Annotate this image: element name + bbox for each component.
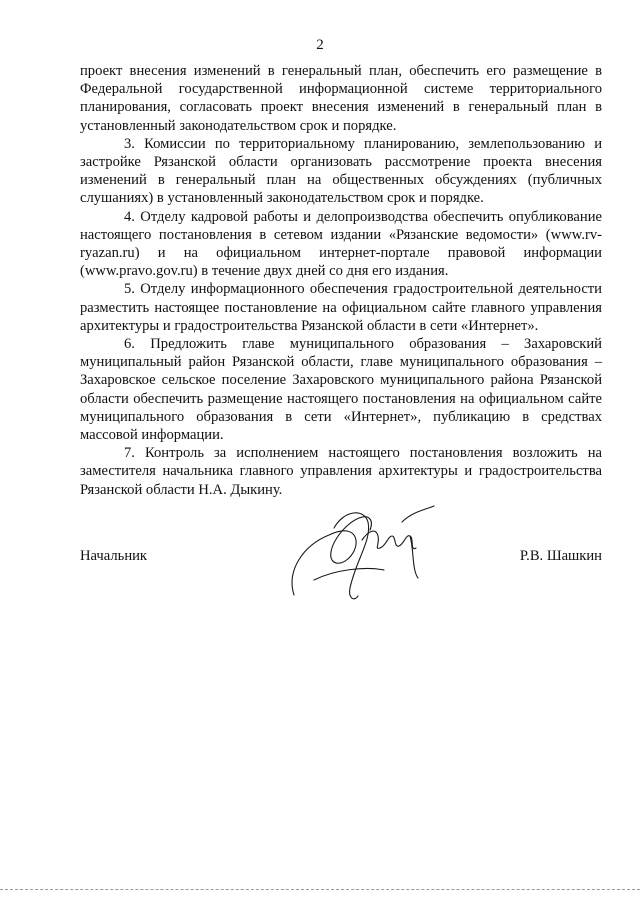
- signer-name: Р.В. Шашкин: [519, 548, 602, 564]
- paragraph-item-6: 6. Предложить главе муниципального образования – Захаровский муниципальный район Рязанской области, главе муниципального образования – Захаровское сельское поселение Захаровского муниципального района Рязанской области обеспечить размещение настоящего постановления на официальном сайте муниципального образования в сети «Интернет», публикацию в средствах массовой информации.: [80, 336, 602, 444]
- handwritten-signature: [284, 500, 444, 605]
- document-body: [80, 62, 602, 499]
- paragraph-item-4: 4. Отделу кадровой работы и делопроизводства обеспечить опубликование настоящего постановления в сетевом издании «Рязанские ведомости» (www.rv-ryazan.ru) и на официальном интернет-портале правовой информации (www.pravo.gov.ru) в течение двух дней со дня его издания.: [80, 208, 602, 280]
- position-title: Начальник: [80, 548, 148, 564]
- paragraph-item-5: 5. Отделу информационного обеспечения градостроительной деятельности разместить настоящее постановление на официальном сайте главного управления архитектуры и градостроительства Рязанской области в сети «Интернет».: [80, 281, 602, 334]
- paragraph-item-3: 3. Комиссии по территориальному планированию, землепользованию и застройке Рязанской области организовать рассмотрение проекта внесения изменений в генеральный план на общественных обсуждениях (публичных слушаниях) в установленный законодательством срок и порядке.: [80, 135, 602, 207]
- paragraph-item-7: 7. Контроль за исполнением настоящего постановления возложить на заместителя начальника главного управления архитектуры и градостроительства Рязанской области Н.А. Дыкину.: [80, 445, 602, 498]
- paragraph-continuation: проект внесения изменений в генеральный план, обеспечить его размещение в Федеральной государственной информационной системе территориального планирования, согласовать проект внесения изменений в генеральный план в установленный законодательством срок и порядке.: [80, 63, 602, 134]
- footer-divider: [0, 889, 640, 890]
- page-number: 2: [316, 37, 324, 53]
